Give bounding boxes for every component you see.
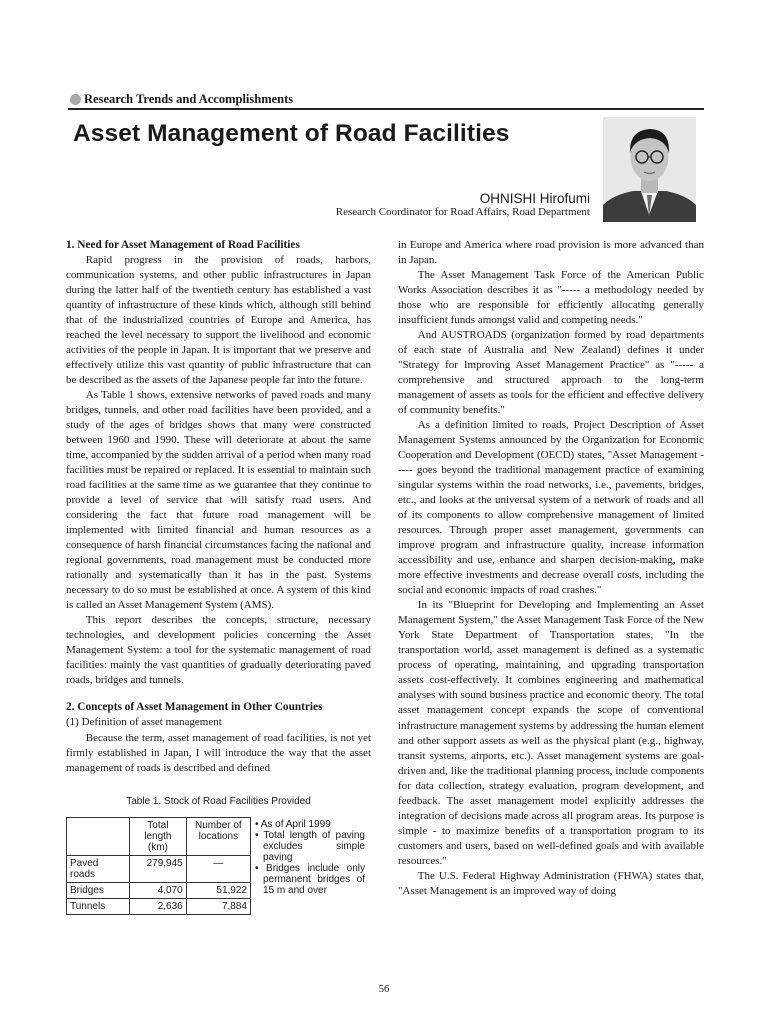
right-paragraph-4: As a definition limited to roads, Project Description of Asset Management Systems announced by the Organization for Economic Cooperation and Development (OECD) states, "Asset Management ----- goes beyond the traditional management practice of examining singular systems within the road networks, i.e., pavements, bridges, etc., and looks at the universal system of a network of roads and all of its components to allow comprehensive management of limited resources. Through proper asset management, governments can improve program and infrastructure quality, increase information accessibility and use, enhance and sharpen decision-making, make more effective investments and decrease overall costs, including the social and economic impacts of road crashes." [398,419,704,597]
subheading-definition: (1) Definition of asset management [66,716,222,729]
left-paragraph-2: As Table 1 shows, extensive networks of paved roads and many bridges, tunnels, and other road facilities have been provided, and a study of the ages of bridges shows that many were constructed between 1960 and 1990. These will deteriorate at about the same time, accompanied by the sudden arrival of a period when many road facilities must be repaired or replaced. It is essential to maintain such road facilities at the same time as we guarantee that they continue to provide a level of service that will satisfy road users. And considering the fact that future road management will be implemented with limited financial and human resources as a consequence of harsh financial circumstances facing the national and regional governments, road management must be conducted more rationally and systematically than it has in the past. Systems necessary to do so must be established at once. A system of this kind is called an Asset Management System (AMS). [66,389,371,612]
row-label: Bridges [67,882,130,898]
right-paragraph-5: In its "Blueprint for Developing and Implementing an Asset Management System," the Asset Management Task Force of the New York State Department of Transportation states, "In the transportation world, asset management is defined as a systematic process of operating, maintaining, and upgrading transportation assets cost-effectively. It combines engineering and mathematical analyses with sound business practice and economic theory. The total asset management concept expands the scope of conventional infrastructure management systems by addressing the human element and other support assets as well as the physical plant (e.g., highway, transit systems, airports, etc.). Asset management systems are goal-driven and, like the traditional planning process, include components for data collection, strategy evaluation, program development, and feedback. The asset management model explicitly addresses the integration of decisions made across all program areas. Its purpose is simple - to maximize benefits of a transportation program to its customers and users, based on well-defined goals and with available resources." [398,599,704,867]
right-paragraph-3: And AUSTROADS (organization formed by road departments of each state of Australia and New Zealand) defines it under "Strategy for Improving Asset Management Practice" as "----- a comprehensive and structured approach to the long-term management of assets as tools for the efficient and effective delivery of community benefits." [398,329,704,417]
left-column [66,238,371,915]
row-label: Paved roads [67,855,130,882]
right-paragraph-1: in Europe and America where road provision is more advanced than in Japan. [398,239,704,267]
table-note: • As of April 1999 [255,819,331,831]
row-length: 279,945 [130,855,187,882]
author-affiliation: Research Coordinator for Road Affairs, Road Department [335,206,590,218]
row-count: 51,922 [186,882,250,898]
page-title: Asset Management of Road Facilities [73,120,510,147]
left-paragraph-1: Rapid progress in the provision of roads, harbors, communication systems, and other public infrastructures in Japan during the latter half of the twentieth century has established a vast quantity of infrastructure of these kinds which, although still behind that of the industrialized countries of Europe and America, has reached the level necessary to support the livelihood and economic activities of the people in Japan. It is important that we preserve and effectively utilize this vast quantity of public infrastructure that can be described as the assets of the Japanese people far into the future. [66,254,371,387]
col-header-length: Total length (km) [130,817,187,855]
heading-concepts: 2. Concepts of Asset Management in Other Countries [66,701,323,714]
table-note: • Bridges include only permanent bridges of 15 m and over [255,863,365,897]
table-header-row [67,817,369,855]
header-rule [68,108,704,110]
stock-table [66,817,368,915]
author-name: OHNISHI Hirofumi [479,191,590,206]
section-header [70,92,293,107]
row-count: 7,884 [186,898,250,914]
table-corner-cell [67,817,130,855]
left-paragraph-3: This report describes the concepts, structure, necessary technologies, and development policies concerning the Asset Management System: a tool for the systematic management of road facilities: mainly the vast quantities of gradually deteriorating paved roads, bridges and tunnels. [66,614,371,687]
row-count: — [186,855,250,882]
section-header-label: Research Trends and Accomplishments [84,92,294,106]
table-note: • Total length of paving excludes simple paving [255,830,365,864]
row-length: 2,636 [130,898,187,914]
right-column [398,238,704,899]
left-paragraph-4: Because the term, asset management of road facilities, is not yet firmly established in Japan, I will introduce the way that the asset management of roads is described and defined [66,731,371,774]
table-caption: Table 1. Stock of Road Facilities Provided [126,795,311,807]
row-length: 4,070 [130,882,187,898]
right-paragraph-6: The U.S. Federal Highway Administration (FHWA) states that, "Asset Management is an improved way of doing [398,869,704,897]
right-paragraph-2: The Asset Management Task Force of the American Public Works Association describes it as "----- a methodology needed by those who are responsible for efficiently allocating generally insufficient funds amongst valid and competing needs." [398,269,704,327]
table-notes [251,817,369,914]
row-label: Tunnels [67,898,130,914]
col-header-count: Number of locations [186,817,250,855]
page-number: 56 [378,984,390,995]
heading-need: 1. Need for Asset Management of Road Facilities [66,239,300,251]
author-photo [603,117,696,222]
bullet-dot-icon [70,94,81,105]
